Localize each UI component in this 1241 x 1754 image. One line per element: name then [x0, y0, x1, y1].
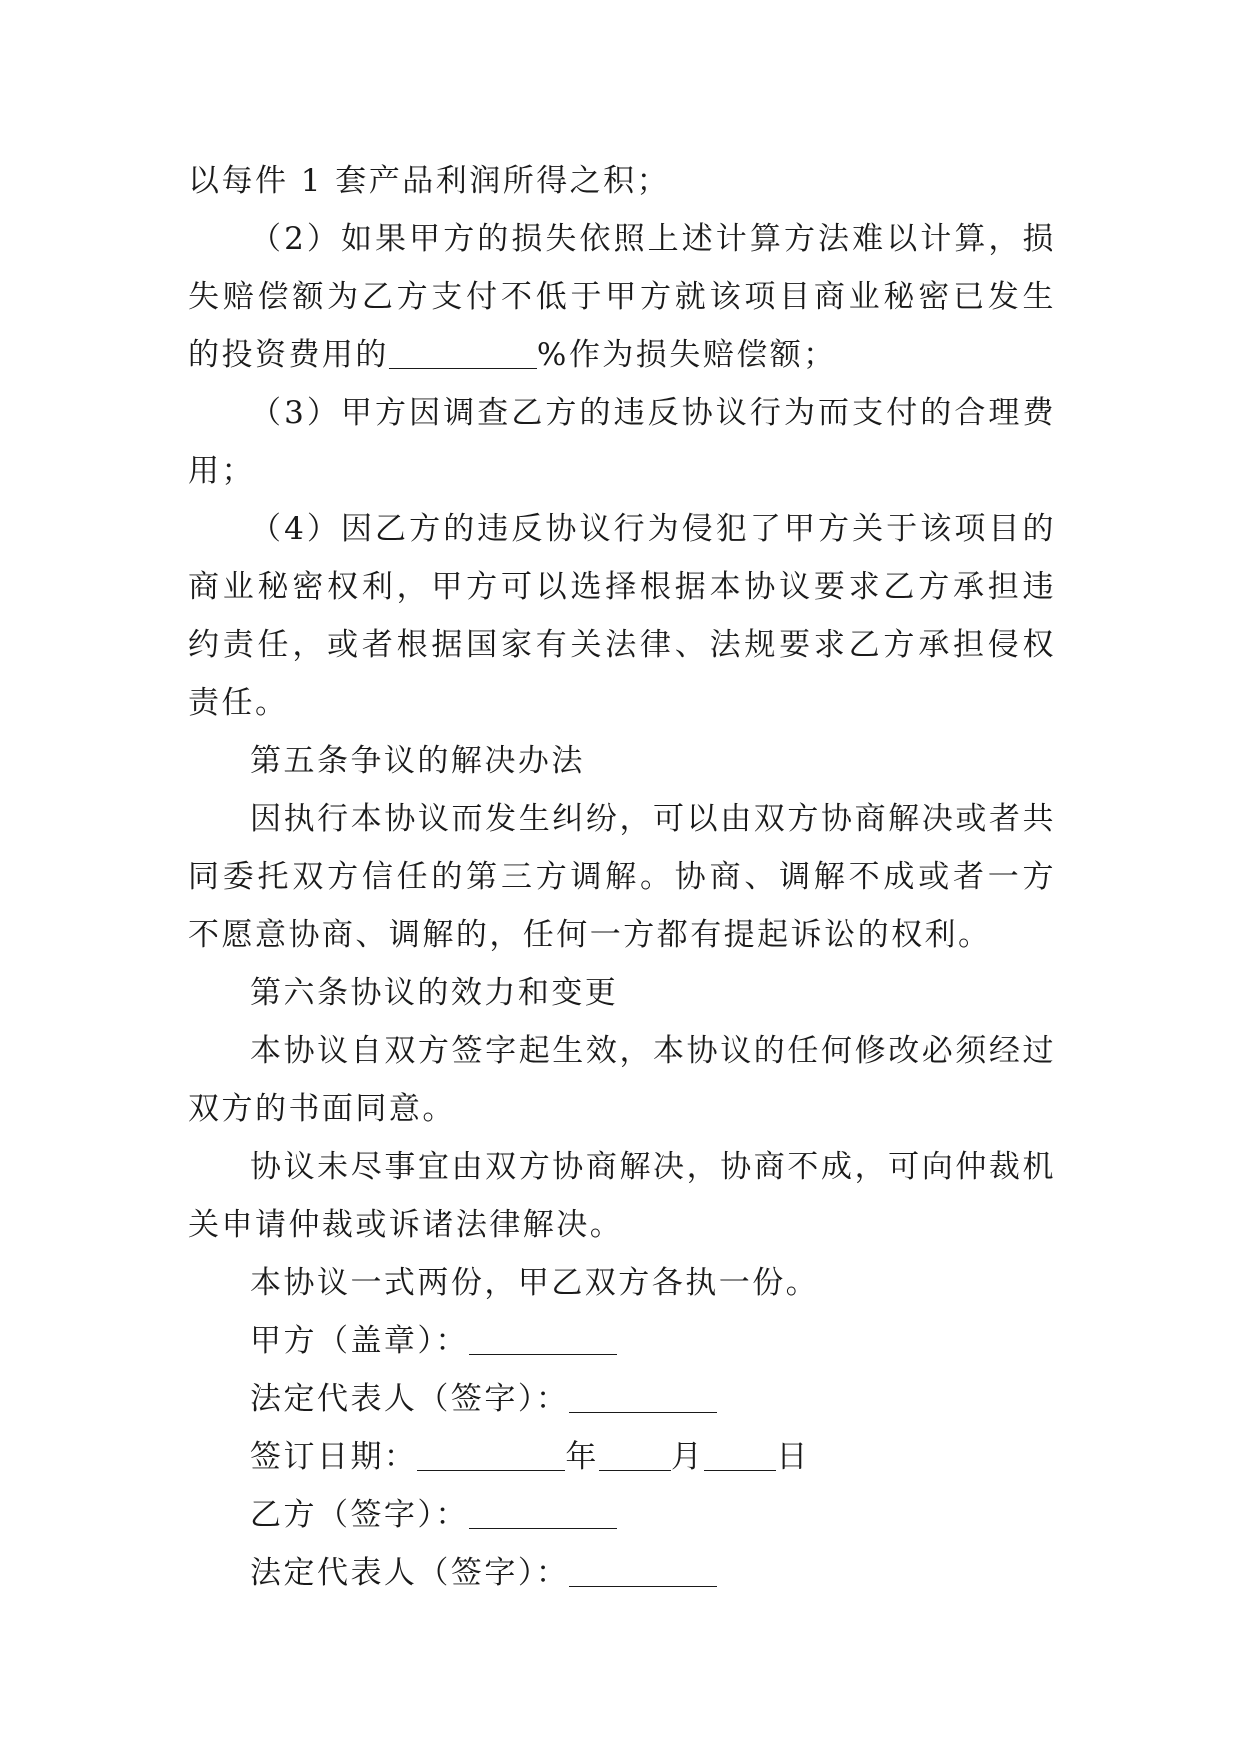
clause-item-2-tail: %作为损失赔偿额； — [536, 337, 837, 373]
date-line — [188, 1428, 1056, 1486]
party-b-signature-line — [188, 1486, 1056, 1544]
party-a-blank — [469, 1324, 617, 1355]
article-5-heading: 第五条争议的解决办法 — [250, 743, 585, 779]
party-a-signature-line — [188, 1312, 1056, 1370]
day-label: 日 — [776, 1439, 810, 1475]
percentage-blank — [389, 338, 537, 369]
rep-a-blank — [569, 1382, 717, 1413]
clause-text: 以每件 1 套产品利润所得之积； — [188, 163, 671, 199]
clause-item-2 — [188, 210, 1056, 384]
rep-b-blank — [569, 1556, 717, 1587]
year-blank — [417, 1440, 565, 1471]
clause-item-3: （3）甲方因调查乙方的违反协议行为而支付的合理费用； — [188, 395, 1056, 489]
year-label: 年 — [565, 1439, 599, 1475]
rep-a-label: 法定代表人（签字）： — [250, 1381, 570, 1417]
document-body — [188, 152, 1056, 1602]
date-label: 签订日期： — [250, 1439, 418, 1475]
article-5-text: 因执行本协议而发生纠纷，可以由双方协商解决或者共同委托双方信任的第三方调解。协商、调解不成或者一方不愿意协商、调解的，任何一方都有提起诉讼的权利。 — [188, 801, 1056, 953]
day-blank — [704, 1440, 776, 1471]
article-6-text: 本协议自双方签字起生效，本协议的任何修改必须经过双方的书面同意。 — [188, 1033, 1056, 1127]
rep-b-signature-line — [188, 1544, 1056, 1602]
clause-item-2-text: （2）如果甲方的损失依照上述计算方法难以计算，损失赔偿额为乙方支付不低于甲方就该项目商业秘密已发生的投资费用的 — [188, 221, 1056, 373]
clause-item-4: （4）因乙方的违反协议行为侵犯了甲方关于该项目的商业秘密权利，甲方可以选择根据本协议要求乙方承担违约责任，或者根据国家有关法律、法规要求乙方承担侵权责任。 — [188, 511, 1056, 721]
copies-text: 本协议一式两份，甲乙双方各执一份。 — [250, 1265, 820, 1301]
rep-b-label: 法定代表人（签字）： — [250, 1555, 570, 1591]
article-6-heading: 第六条协议的效力和变更 — [250, 975, 619, 1011]
rep-a-signature-line — [188, 1370, 1056, 1428]
month-label: 月 — [670, 1439, 705, 1475]
party-b-label: 乙方（签字）： — [250, 1497, 469, 1533]
month-blank — [599, 1440, 671, 1471]
party-a-label: 甲方（盖章）： — [250, 1323, 469, 1359]
supplementary-text: 协议未尽事宜由双方协商解决，协商不成，可向仲裁机关申请仲裁或诉诸法律解决。 — [188, 1149, 1056, 1243]
party-b-blank — [469, 1498, 617, 1529]
